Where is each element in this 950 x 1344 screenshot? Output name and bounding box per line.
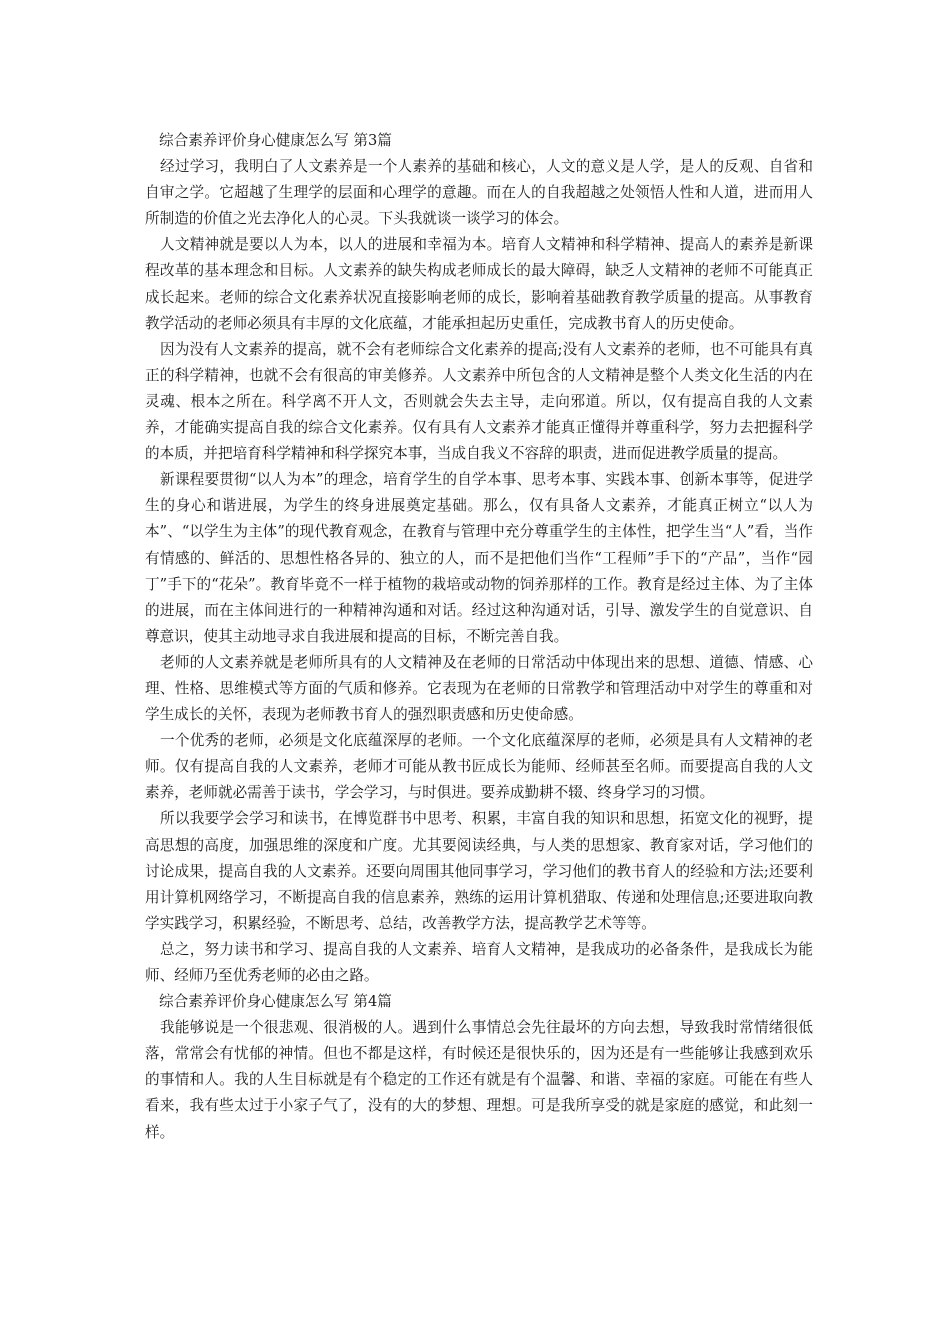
paragraph: 因为没有人文素养的提高，就不会有老师综合文化素养的提高;没有人文素养的老师，也不可能具有真正的科学精神，也就不会有很高的审美修养。人文素养中所包含的人文精神是整个人类文化生活的内在灵魂、根本之所在。科学离不开人文，否则就会失去主导，走向邪道。所以，仅有提高自我的人文素养，才能确实提高自我的综合文化素养。仅有具有人文素养才能真正懂得并尊重科学，努力去把握科学的本质，并把培育科学精神和科学探究本事，当成自我义不容辞的职责，进而促进教学质量的提高。 [145,340,813,463]
paragraph: 老师的人文素养就是老师所具有的人文精神及在老师的日常活动中体现出来的思想、道德、情感、心理、性格、思维模式等方面的气质和修养。它表现为在老师的日常教学和管理活动中对学生的尊重和对学生成长的关怀，表现为老师教书育人的强烈职责感和历史使命感。 [145,653,813,724]
paragraph: 人文精神就是要以人为本，以人的进展和幸福为本。培育人文精神和科学精神、提高人的素养是新课程改革的基本理念和目标。人文素养的缺失构成老师成长的最大障碍，缺乏人文精神的老师不可能真正成长起来。老师的综合文化素养状况直接影响老师的成长，影响着基础教育教学质量的提高。从事教育教学活动的老师必须具有丰厚的文化底蕴，才能承担起历史重任，完成教书育人的历史使命。 [145,236,813,332]
paragraph: 所以我要学会学习和读书，在博览群书中思考、积累，丰富自我的知识和思想，拓宽文化的视野，提高思想的高度，加强思维的深度和广度。尤其要阅读经典，与人类的思想家、教育家对话，学习他们的讨论成果，提高自我的人文素养。还要向周围其他同事学习，学习他们的教书育人的经验和方法;还要利用计算机网络学习，不断提高自我的信息素养，熟练的运用计算机猎取、传递和处理信息;还要进取向教学实践学习，积累经验，不断思考、总结，改善教学方法，提高教学艺术等等。 [145,810,813,932]
paragraph: 总之，努力读书和学习、提高自我的人文素养、培育人文精神，是我成功的必备条件，是我成长为能师、经师乃至优秀老师的必由之路。 [145,940,813,984]
section-heading: 综合素养评价身心健康怎么写 第4篇 [159,993,392,1011]
paragraph: 一个优秀的老师，必须是文化底蕴深厚的老师。一个文化底蕴深厚的老师，必须是具有人文精神的老师。仅有提高自我的人文素养，老师才可能从教书匠成长为能师、经师甚至名师。而要提高自我的人文素养，老师就必需善于读书，学会学习，与时俱进。要养成勤耕不辍、终身学习的习惯。 [145,732,813,802]
section-heading: 综合素养评价身心健康怎么写 第3篇 [159,132,392,149]
paragraph: 经过学习，我明白了人文素养是一个人素养的基础和核心，人文的意义是人学，是人的反观、自省和自审之学。它超越了生理学的层面和心理学的意趣。而在人的自我超越之处领悟人性和人道，进而用人所制造的价值之光去净化人的心灵。下头我就谈一谈学习的体会。 [145,158,813,228]
paragraph: 新课程要贯彻“以人为本”的理念，培育学生的自学本事、思考本事、实践本事、创新本事等，促进学生的身心和谐进展，为学生的终身进展奠定基础。那么，仅有具备人文素养，才能真正树立“以人为本”、“以学生为主体”的现代教育观念，在教育与管理中充分尊重学生的主体性，把学生当“人”看，当作有情感的、鲜活的、思想性格各异的、独立的人，而不是把他们当作“工程师”手下的“产品”，当作“园丁”手下的“花朵”。教育毕竟不一样于植物的栽培或动物的饲养那样的工作。教育是经过主体、为了主体的进展，而在主体间进行的一种精神沟通和对话。经过这种沟通对话，引导、激发学生的自觉意识、自尊意识，使其主动地寻求自我进展和提高的目标，不断完善自我。 [145,471,813,645]
document-body [145,128,813,1146]
paragraph: 我能够说是一个很悲观、很消极的人。遇到什么事情总会先往最坏的方向去想，导致我时常情绪很低落，常常会有忧郁的神情。但也不都是这样，有时候还是很快乐的，因为还是有一些能够让我感到欢乐的事情和人。我的人生目标就是有个稳定的工作还有就是有个温馨、和谐、幸福的家庭。可能在有些人看来，我有些太过于小家子气了，没有的大的梦想、理想。可是我所享受的就是家庭的感觉，和此刻一样。 [145,1019,813,1141]
